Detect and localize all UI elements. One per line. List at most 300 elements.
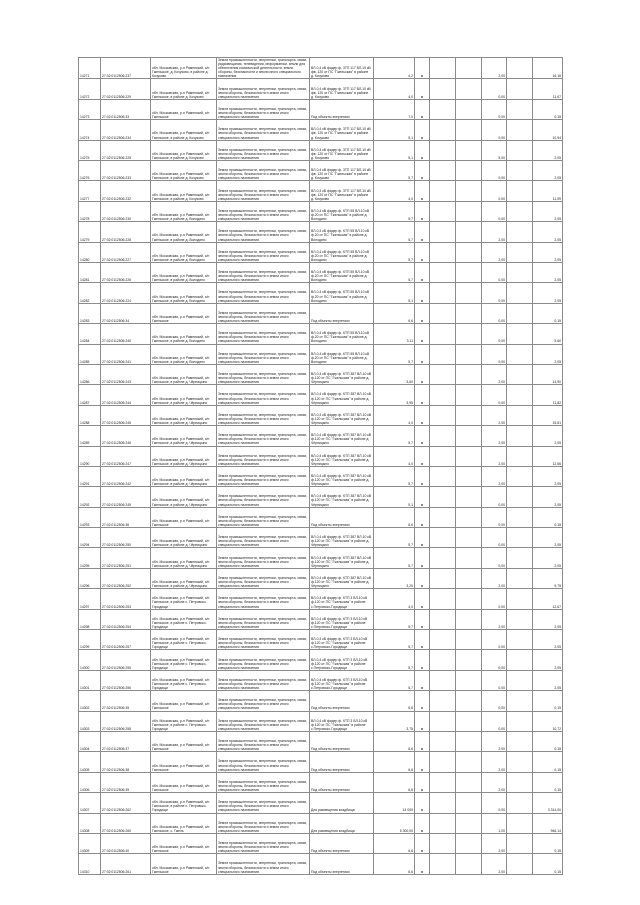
cell-value-3: 0,00 [482, 487, 507, 507]
cell-cadastral-number: 27:02:0112506:246 [101, 426, 151, 446]
cell-address: обл. Московская, р-н Раменский, с/п Гжельское, в районе с. Петровско-Городищи [151, 609, 217, 629]
cell-value-5: 16,16 [533, 58, 563, 79]
cell-value-5: 2,05 [533, 222, 563, 242]
cell-land-category: Земли промышленности, энергетики, транспорта, связи, земли обороны, безопасности и земли иного специального назначения [217, 303, 310, 323]
cell-value-4 [507, 303, 533, 323]
cell-value-5: 11,82 [533, 385, 563, 405]
cell-land-category: Земли промышленности, энергетики, транспорта, связи, земли обороны, безопасности и земли иного специального назначения [217, 854, 310, 874]
cell-permitted-use: Под объекты энергетики [310, 772, 374, 792]
cell-value-5: 9,75 [533, 568, 563, 588]
cell-id: 14273 [79, 99, 101, 119]
cell-value-3: 2,00 [482, 731, 507, 751]
cell-value-1 [430, 772, 456, 792]
cell-id: 14299 [79, 630, 101, 650]
cell-value-1 [430, 262, 456, 282]
cell-land-category: Земли промышленности, энергетики, транспорта, связи, земли обороны, безопасности и земли иного специального назначения [217, 793, 310, 813]
cell-value-5: 3 314,00 [533, 793, 563, 813]
cell-id: 14292 [79, 487, 101, 507]
cell-area: 6,6 [374, 731, 415, 751]
land-plots-table [78, 57, 563, 875]
cell-permitted-use: ВЛ-0,4 кВ фидер ф. КТП 387 ВЛ-10 кВ ф.120 от ПС "Гжельская" в районе д. Чёрницыно [310, 426, 374, 446]
cell-id: 14289 [79, 426, 101, 446]
cell-area: 3,75 [374, 711, 415, 731]
cell-value-2 [456, 711, 482, 731]
cell-value-4 [507, 650, 533, 670]
table-row [79, 854, 563, 874]
cell-land-category: Земли промышленности, энергетики, транспорта, связи, земли обороны, безопасности и земли иного специального назначения [217, 711, 310, 731]
cell-value-2 [456, 650, 482, 670]
cell-cadastral-number: 27:02:0112506:34 [101, 303, 151, 323]
cell-value-5: 2,05 [533, 487, 563, 507]
cell-area: 5,1 [374, 120, 415, 140]
cell-value-2 [456, 201, 482, 221]
cell-area: 5,7 [374, 466, 415, 486]
cell-land-category: Земли промышленности, энергетики, транспорта, связи, земли обороны, безопасности и земли иного специального назначения [217, 752, 310, 772]
cell-address: обл. Московская, р-н Раменский, с/п Гжельское, в районе д. Чёрницыно [151, 405, 217, 425]
cell-value-5: 2,05 [533, 201, 563, 221]
cell-unit: м [415, 507, 430, 527]
cell-value-3: 2,00 [482, 222, 507, 242]
cell-unit: м [415, 405, 430, 425]
cell-address: обл. Московская, р-н Раменский, с/п Гжельское [151, 731, 217, 751]
cell-value-5: 0,15 [533, 752, 563, 772]
table-row [79, 405, 563, 425]
cell-value-4 [507, 364, 533, 384]
cell-value-5: 2,05 [533, 242, 563, 262]
cell-value-3: 2,00 [482, 426, 507, 446]
cell-id: 14297 [79, 589, 101, 609]
cell-land-category: Земли промышленности, энергетики, транспорта, связи, земли обороны, безопасности и земли иного специального назначения [217, 222, 310, 242]
cell-land-category: Земли промышленности, энергетики, транспорта, связи, земли обороны, безопасности и земли иного специального назначения [217, 426, 310, 446]
cell-address: обл. Московская, р-н Раменский, с/п Гжельское, в районе д. Чёрницыно [151, 548, 217, 568]
cell-area: 4,0 [374, 181, 415, 201]
cell-value-5: 12,66 [533, 446, 563, 466]
cell-address: обл. Московская, р-н Раменский, с/п Гжельское, в районе д. Кочуково [151, 161, 217, 181]
cell-land-category: Земли промышленности, энергетики, транспорта, связи, земли обороны, безопасности и земли иного специального назначения [217, 344, 310, 364]
cell-land-category: Земли промышленности, энергетики, транспорта, связи, радиовещания, телевидения, информатики, земли для обеспечения космической деятельности, земли обороны, безопасности и земли иного специального назначения [217, 58, 310, 79]
cell-land-category: Земли промышленности, энергетики, транспорта, связи, земли обороны, безопасности и земли иного специального назначения [217, 772, 310, 792]
cell-address: обл. Московская, р-н Раменский, с/п Гжельское, в районе с. Петровско-Городищи [151, 630, 217, 650]
cell-value-4 [507, 813, 533, 833]
cell-permitted-use: ВЛ-0,4 кВ фидер ф. КТП 55 ВЛ-10 кВ ф.20 от ПС "Гжельская" в районе д. Володино [310, 222, 374, 242]
cell-unit: м [415, 283, 430, 303]
cell-cadastral-number: 27:02:0112506:249 [101, 487, 151, 507]
cell-cadastral-number: 27:02:0112506:257 [101, 630, 151, 650]
cell-address: обл. Московская, р-н Раменский, с/п Гжельское, в районе д. Чёрницыно [151, 487, 217, 507]
cell-address: обл. Московская, р-н Раменский, с/п Гжельское, в районе д. Кочуково [151, 181, 217, 201]
cell-value-3: 0,00 [482, 344, 507, 364]
cell-area: 7,0 [374, 99, 415, 119]
cell-permitted-use: ВЛ-0,4 кВ фидер ф. КТП 3 ВЛ-10 кВ ф.120 от ПС "Гжельская" в районе с.Петровско-Городищи [310, 711, 374, 731]
cell-value-4 [507, 854, 533, 874]
cell-value-5: 946,14 [533, 813, 563, 833]
cell-value-3: 2,00 [482, 446, 507, 466]
cell-permitted-use: ВЛ-0,4 кВ фидер ф. КТП 3 ВЛ-10 кВ ф.120 от ПС "Гжельская" в районе с.Петровско-Городищи [310, 609, 374, 629]
cell-unit: м [415, 691, 430, 711]
cell-value-2 [456, 283, 482, 303]
cell-area: 6,6 [374, 772, 415, 792]
cell-value-2 [456, 79, 482, 99]
cell-permitted-use: ВЛ-0,4 кВ фидер ф. 3ТП 117 ВЛ-10 кВ фв. 120 от ПС "Гжельская" в районе д. Кочуково [310, 161, 374, 181]
cell-value-5: 14,90 [533, 364, 563, 384]
cell-value-2 [456, 385, 482, 405]
cell-value-1 [430, 528, 456, 548]
cell-cadastral-number: 27:02:0112506:36 [101, 507, 151, 527]
cell-value-3: 0,00 [482, 262, 507, 282]
cell-land-category: Земли промышленности, энергетики, транспорта, связи, земли обороны, безопасности и земли иного специального назначения [217, 650, 310, 670]
cell-value-4 [507, 731, 533, 751]
cell-unit: м [415, 568, 430, 588]
cell-value-5: 2,05 [533, 466, 563, 486]
cell-cadastral-number: 27:02:0112506:244 [101, 385, 151, 405]
cell-value-5: 2,05 [533, 262, 563, 282]
cell-id: 14300 [79, 650, 101, 670]
table-row [79, 283, 563, 303]
cell-value-1 [430, 58, 456, 79]
cell-value-4 [507, 58, 533, 79]
cell-value-4 [507, 344, 533, 364]
cell-value-2 [456, 854, 482, 874]
cell-value-5: 2,05 [533, 670, 563, 690]
cell-land-category: Земли промышленности, энергетики, транспорта, связи, земли обороны, безопасности и земли иного специального назначения [217, 670, 310, 690]
cell-value-4 [507, 405, 533, 425]
cell-id: 14290 [79, 446, 101, 466]
cell-unit: м [415, 58, 430, 79]
cell-value-1 [430, 283, 456, 303]
table-row [79, 262, 563, 282]
cell-address: обл. Московская, р-н Раменский, с/п Гжельское [151, 772, 217, 792]
cell-value-4 [507, 772, 533, 792]
cell-value-4 [507, 833, 533, 853]
cell-cadastral-number: 27:02:0112506:230 [101, 201, 151, 221]
table-row [79, 79, 563, 99]
cell-id: 14284 [79, 324, 101, 344]
cell-id: 14271 [79, 58, 101, 79]
cell-value-2 [456, 630, 482, 650]
cell-value-3: 0,00 [482, 793, 507, 813]
table-row [79, 426, 563, 446]
cell-address: обл. Московская, р-н Раменский, с/п Гжельское, в районе с. Петровско-Городищи [151, 793, 217, 813]
cell-land-category: Земли промышленности, энергетики, транспорта, связи, земли обороны, безопасности и земли иного специального назначения [217, 609, 310, 629]
cell-value-1 [430, 222, 456, 242]
cell-permitted-use: ВЛ-0,4 кВ фидер ф. КТП 3 ВЛ-10 кВ ф.120 от ПС "Гжельская" в районе с.Петровско-Городищи [310, 589, 374, 609]
cell-value-1 [430, 120, 456, 140]
table-row [79, 630, 563, 650]
cell-land-category: Земли промышленности, энергетики, транспорта, связи, земли обороны, безопасности и земли иного специального назначения [217, 630, 310, 650]
cell-land-category: Земли промышленности, энергетики, транспорта, связи, земли обороны, безопасности и земли иного специального назначения [217, 120, 310, 140]
cell-value-5: 10,72 [533, 711, 563, 731]
cell-value-4 [507, 466, 533, 486]
cell-permitted-use: ВЛ-0,4 кВ фидер ф. КТП 55 ВЛ-10 кВ ф.20 от ПС "Гжельская" в районе д. Володино [310, 324, 374, 344]
cell-value-5: 0,15 [533, 854, 563, 874]
cell-land-category: Земли промышленности, энергетики, транспорта, связи, земли обороны, безопасности и земли иного специального назначения [217, 201, 310, 221]
table-body [79, 58, 563, 875]
cell-permitted-use: ВЛ-0,4 кВ фидер ф. КТП 3 ВЛ-10 кВ ф.120 от ПС "Гжельская" в районе с.Петровско-Городищи [310, 650, 374, 670]
cell-address: обл. Московская, р-н Раменский, с/п Гжельское, в районе д. Чёрницыно [151, 446, 217, 466]
cell-area: 5,7 [374, 262, 415, 282]
cell-unit: м [415, 528, 430, 548]
cell-land-category: Земли промышленности, энергетики, транспорта, связи, земли обороны, безопасности и земли иного специального назначения [217, 833, 310, 853]
cell-value-4 [507, 283, 533, 303]
cell-cadastral-number: 27:02:0112506:254 [101, 609, 151, 629]
cell-value-2 [456, 487, 482, 507]
cell-land-category: Земли промышленности, энергетики, транспорта, связи, земли обороны, безопасности и земли иного специального назначения [217, 181, 310, 201]
cell-value-1 [430, 650, 456, 670]
cell-unit: м [415, 242, 430, 262]
cell-value-4 [507, 324, 533, 344]
cell-unit: м [415, 99, 430, 119]
cell-value-1 [430, 854, 456, 874]
cell-address: обл. Московская, р-н Раменский, с/п Гжельское, в районе д. Чёрницыно [151, 568, 217, 588]
cell-value-1 [430, 426, 456, 446]
cell-value-3: 0,00 [482, 181, 507, 201]
cell-value-4 [507, 589, 533, 609]
cell-cadastral-number: 27:02:0112506:251 [101, 548, 151, 568]
cell-value-1 [430, 711, 456, 731]
cell-cadastral-number: 27:02:0112506:247 [101, 446, 151, 466]
cell-land-category: Земли промышленности, энергетики, транспорта, связи, земли обороны, безопасности и земли иного специального назначения [217, 813, 310, 833]
cell-value-2 [456, 242, 482, 262]
cell-value-4 [507, 140, 533, 160]
cell-value-5: 0,15 [533, 99, 563, 119]
cell-value-2 [456, 405, 482, 425]
cell-unit: м [415, 650, 430, 670]
cell-land-category: Земли промышленности, энергетики, транспорта, связи, земли обороны, безопасности и земли иного специального назначения [217, 466, 310, 486]
cell-cadastral-number: 27:02:0112506:39 [101, 772, 151, 792]
cell-value-1 [430, 364, 456, 384]
cell-value-5: 2,05 [533, 140, 563, 160]
cell-value-3: 0,00 [482, 548, 507, 568]
cell-value-4 [507, 79, 533, 99]
cell-area: 4,0 [374, 79, 415, 99]
cell-value-3: 0,00 [482, 385, 507, 405]
cell-permitted-use: ВЛ-0,4 кВ фидер ф. КТП 387 ВЛ-10 кВ ф.120 от ПС "Гжельская" в районе д. Чёрницыно [310, 364, 374, 384]
cell-cadastral-number: 27:02:0112506:234 [101, 120, 151, 140]
cell-address: обл. Московская, р-н Раменский, с/п Гжельское [151, 99, 217, 119]
cell-value-2 [456, 548, 482, 568]
cell-area: 5,1 [374, 140, 415, 160]
cell-value-3: 2,00 [482, 854, 507, 874]
cell-id: 14303 [79, 711, 101, 731]
cell-area: 4,0 [374, 589, 415, 609]
cell-area: 6,6 [374, 854, 415, 874]
cell-unit: м [415, 262, 430, 282]
cell-cadastral-number: 27:02:0112506:261 [101, 854, 151, 874]
cell-id: 14309 [79, 833, 101, 853]
cell-value-3: 0,00 [482, 201, 507, 221]
cell-unit: м [415, 772, 430, 792]
cell-address: обл. Московская, р-н Раменский, с/п Гжельское, в районе д. Кочуково [151, 79, 217, 99]
cell-cadastral-number: 27:02:0112506:262 [101, 793, 151, 813]
cell-permitted-use: ВЛ-0,4 кВ фидер ф. КТП 387 ВЛ-10 кВ ф.120 от ПС "Гжельская" в районе д. Чёрницыно [310, 466, 374, 486]
cell-permitted-use: Под объекты энергетики [310, 833, 374, 853]
cell-cadastral-number: 27:02:0112506:227 [101, 242, 151, 262]
table-row [79, 487, 563, 507]
cell-unit: м [415, 630, 430, 650]
cell-value-4 [507, 568, 533, 588]
cell-value-1 [430, 446, 456, 466]
cell-area: 5,7 [374, 242, 415, 262]
cell-id: 14308 [79, 813, 101, 833]
cell-value-2 [456, 691, 482, 711]
cell-value-2 [456, 568, 482, 588]
cell-value-1 [430, 731, 456, 751]
cell-area: 6,6 [374, 752, 415, 772]
cell-permitted-use: Под объекты энергетики [310, 752, 374, 772]
cell-area: 5,7 [374, 222, 415, 242]
cell-value-5: 11,67 [533, 79, 563, 99]
cell-unit: м [415, 426, 430, 446]
cell-area: 5,7 [374, 650, 415, 670]
cell-unit: м [415, 140, 430, 160]
cell-id: 14305 [79, 752, 101, 772]
cell-area: 5,7 [374, 161, 415, 181]
cell-value-4 [507, 262, 533, 282]
cell-address: обл. Московская, р-н Раменский, с/п Гжельское, в районе д. Чёрницыно [151, 528, 217, 548]
cell-value-5: 2,05 [533, 548, 563, 568]
cell-id: 14272 [79, 79, 101, 99]
cell-address: обл. Московская, р-н Раменский, с/п Гжельское, с. Гжель [151, 813, 217, 833]
cell-value-5: 11,59 [533, 181, 563, 201]
cell-value-2 [456, 731, 482, 751]
cell-land-category: Земли промышленности, энергетики, транспорта, связи, земли обороны, безопасности и земли иного специального назначения [217, 691, 310, 711]
table-row [79, 731, 563, 751]
cell-address: обл. Московская, р-н Раменский, с/п Гжельское, в районе д. Володино [151, 324, 217, 344]
table-row [79, 507, 563, 527]
cell-cadastral-number: 27:02:0112506:37 [101, 731, 151, 751]
cell-land-category: Земли промышленности, энергетики, транспорта, связи, земли обороны, безопасности и земли иного специального назначения [217, 487, 310, 507]
cell-value-2 [456, 772, 482, 792]
cell-value-1 [430, 833, 456, 853]
cell-land-category: Земли промышленности, энергетики, транспорта, связи, земли обороны, безопасности и земли иного специального назначения [217, 283, 310, 303]
cell-cadastral-number: 27:02:0112506:255 [101, 650, 151, 670]
cell-unit: м [415, 833, 430, 853]
cell-unit: м [415, 609, 430, 629]
cell-value-1 [430, 813, 456, 833]
table-row [79, 446, 563, 466]
cell-cadastral-number: 27:02:0112506:242 [101, 466, 151, 486]
cell-value-1 [430, 344, 456, 364]
cell-unit: м [415, 161, 430, 181]
cell-id: 14310 [79, 854, 101, 874]
cell-value-5: 2,05 [533, 630, 563, 650]
cell-address: обл. Московская, р-н Раменский, с/п Гжельское, в районе с. Петровско-Городищи [151, 670, 217, 690]
cell-value-2 [456, 670, 482, 690]
cell-permitted-use: Под объекты энергетики [310, 507, 374, 527]
cell-cadastral-number: 27:02:0112506:237 [101, 58, 151, 79]
cell-value-5: 0,15 [533, 833, 563, 853]
table-row [79, 466, 563, 486]
cell-permitted-use: Под объекты энергетики [310, 854, 374, 874]
cell-value-3: 2,00 [482, 609, 507, 629]
table-row [79, 303, 563, 323]
cell-address: обл. Московская, р-н Раменский, с/п Гжельское, в районе с. Петровско-Городищи [151, 711, 217, 731]
cell-value-4 [507, 242, 533, 262]
cell-land-category: Земли промышленности, энергетики, транспорта, связи, земли обороны, безопасности и земли иного специального назначения [217, 385, 310, 405]
cell-unit: м [415, 201, 430, 221]
cell-value-3: 0,00 [482, 303, 507, 323]
cell-area: 4,0 [374, 405, 415, 425]
cell-area: 5 300,00 [374, 813, 415, 833]
cell-unit: м [415, 548, 430, 568]
cell-land-category: Земли промышленности, энергетики, транспорта, связи, земли обороны, безопасности и земли иного специального назначения [217, 324, 310, 344]
table-row [79, 140, 563, 160]
cell-cadastral-number: 27:02:0112506:243 [101, 364, 151, 384]
cell-value-1 [430, 161, 456, 181]
cell-permitted-use: ВЛ-0,4 кВ фидер ф. 3ТП 117 ВЛ-10 кВ фв. 120 от ПС "Гжельская" в районе д. Кочуково [310, 120, 374, 140]
cell-value-5: 12,67 [533, 589, 563, 609]
table-row [79, 813, 563, 833]
cell-value-3: 0,00 [482, 650, 507, 670]
cell-land-category: Земли промышленности, энергетики, транспорта, связи, земли обороны, безопасности и земли иного специального назначения [217, 589, 310, 609]
cell-id: 14291 [79, 466, 101, 486]
cell-unit: м [415, 446, 430, 466]
cell-cadastral-number: 27:02:0112506:252 [101, 568, 151, 588]
cell-area: 5,7 [374, 609, 415, 629]
cell-cadastral-number: 27:02:0112506:232 [101, 181, 151, 201]
table-row [79, 711, 563, 731]
cell-value-3: 0,00 [482, 691, 507, 711]
cell-value-5: 0,15 [533, 507, 563, 527]
cell-area: 6,6 [374, 303, 415, 323]
cell-value-1 [430, 752, 456, 772]
cell-area: 3,11 [374, 324, 415, 344]
cell-value-5: 10,94 [533, 120, 563, 140]
cell-value-3: 2,00 [482, 58, 507, 79]
cell-area: 5,7 [374, 548, 415, 568]
cell-value-3: 2,00 [482, 364, 507, 384]
cell-cadastral-number: 27:02:0112506:38 [101, 752, 151, 772]
cell-value-2 [456, 793, 482, 813]
cell-address: обл. Московская, р-н Раменский, с/п Гжельское, в районе д. Кочуково [151, 140, 217, 160]
cell-land-category: Земли промышленности, энергетики, транспорта, связи, земли обороны, безопасности и земли иного специального назначения [217, 364, 310, 384]
cell-value-3: 0,00 [482, 324, 507, 344]
cell-id: 14276 [79, 161, 101, 181]
cell-id: 14302 [79, 691, 101, 711]
cell-value-2 [456, 303, 482, 323]
table-row [79, 385, 563, 405]
cell-permitted-use: ВЛ-0,4 кВ фидер ф. КТП 55 ВЛ-10 кВ ф.20 от ПС "Гжельская" в районе д. Володино [310, 283, 374, 303]
cell-land-category: Земли промышленности, энергетики, транспорта, связи, земли обороны, безопасности и земли иного специального назначения [217, 568, 310, 588]
cell-area: 6,6 [374, 833, 415, 853]
cell-area: 5,7 [374, 528, 415, 548]
cell-value-4 [507, 691, 533, 711]
cell-id: 14281 [79, 262, 101, 282]
cell-value-1 [430, 466, 456, 486]
table-row [79, 242, 563, 262]
cell-value-5: 2,05 [533, 650, 563, 670]
cell-cadastral-number: 27:02:0112506:245 [101, 405, 151, 425]
cell-address: обл. Московская, р-н Раменский, с/п Гжельское, в районе с. Петровско-Городищи [151, 589, 217, 609]
cell-value-5: 0,15 [533, 303, 563, 323]
cell-address: обл. Московская, р-н Раменский, с/п Гжельское, в районе д. Володино [151, 201, 217, 221]
cell-unit: м [415, 79, 430, 99]
cell-area: 4,2 [374, 58, 415, 79]
table-row [79, 589, 563, 609]
cell-address: обл. Московская, р-н Раменский, с/п Гжельское, в районе д. Володино [151, 242, 217, 262]
cell-value-5: 0,15 [533, 731, 563, 751]
cell-address: обл. Московская, р-н Раменский, с/п Гжельское, в районе д. Чёрницыно [151, 466, 217, 486]
cell-land-category: Земли промышленности, энергетики, транспорта, связи, земли обороны, безопасности и земли иного специального назначения [217, 140, 310, 160]
cell-value-2 [456, 140, 482, 160]
cell-area: 3,60 [374, 364, 415, 384]
cell-area: 4,0 [374, 446, 415, 466]
cell-address: обл. Московская, р-н Раменский, с/п Гжельское, д. Кочуково, в районе д. Кочуково [151, 58, 217, 79]
cell-value-5: 2,05 [533, 528, 563, 548]
cell-cadastral-number: 27:02:0112506:35 [101, 691, 151, 711]
cell-value-4 [507, 630, 533, 650]
cell-area: 5,7 [374, 201, 415, 221]
